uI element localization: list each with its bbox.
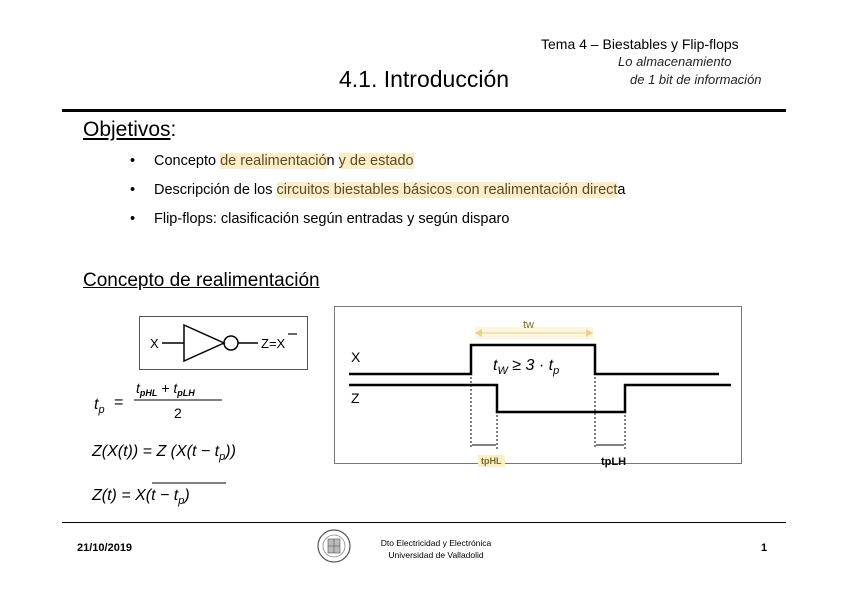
timing-z-label: Z [351, 390, 360, 406]
footer-divider [62, 522, 786, 523]
tphl-marker [471, 377, 497, 449]
objective-item-flipflops: • Flip-flops: clasificación según entradas y según disparo [130, 210, 626, 239]
svg-text:=: = [114, 394, 124, 411]
inverter-bubble [224, 336, 238, 350]
objectives-list [130, 152, 626, 239]
page-number: 1 [761, 542, 768, 554]
course-title: Tema 4 – Biestables y Flip-flops [541, 36, 739, 52]
dept-line-1: Dto Electricidad y Electrónica [380, 538, 492, 548]
slide-title: 4.1. Introducción [338, 66, 510, 92]
svg-text:tpHL + tpLH: $t_{pHL} + t_{pLH}$ [136, 380, 195, 398]
handwritten-line-2: de 1 bit de información [630, 72, 762, 87]
inverter-diagram [139, 316, 308, 370]
dept-line-2: Universidad de Valladolid [388, 550, 484, 560]
tw-label: tw [523, 319, 534, 331]
footer-date: 21/10/2019 [77, 542, 133, 554]
tphl-label: tpHL [478, 455, 505, 467]
svg-text:Z(X(t)) = Z (X(t − tp)): Z(X(t)) = Z $(X(t - t_p))$ [92, 443, 236, 463]
gate-output-label: Z=X [261, 336, 286, 351]
timing-diagram [334, 306, 742, 464]
formula-tp [94, 380, 222, 421]
tw-arrow [475, 327, 593, 339]
svg-text:2: 2 [174, 405, 182, 421]
gate-input-label: X [150, 336, 159, 351]
formula-feedback [91, 443, 236, 463]
svg-text:Z(t) = X(t − tp): $Z(t) = X(t - t_p)$ [92, 487, 190, 507]
title-divider [62, 109, 786, 112]
handwritten-line-1: Lo almacenamiento [618, 54, 732, 69]
objectives-heading: Objetivos: [83, 118, 177, 141]
footer-department [356, 537, 516, 561]
formula-output [91, 483, 226, 507]
university-seal-logo [316, 528, 352, 564]
objective-item-concept: • Concepto de realimentación y de estado [130, 152, 626, 181]
concept-heading: Concepto de realimentación [83, 270, 320, 291]
timing-x-label: X [351, 349, 361, 365]
tplh-label: tpLH [601, 456, 627, 468]
width-condition: $t_W \ge 3 \cdot t_p$ [493, 357, 560, 377]
propagation-formulas [84, 376, 324, 516]
objective-item-circuits: • Descripción de los circuitos biestables básicos con realimentación directa [130, 181, 626, 210]
signal-z [349, 385, 731, 412]
inverter-triangle [184, 325, 224, 361]
svg-text:tp: $t_p$ [94, 396, 105, 416]
